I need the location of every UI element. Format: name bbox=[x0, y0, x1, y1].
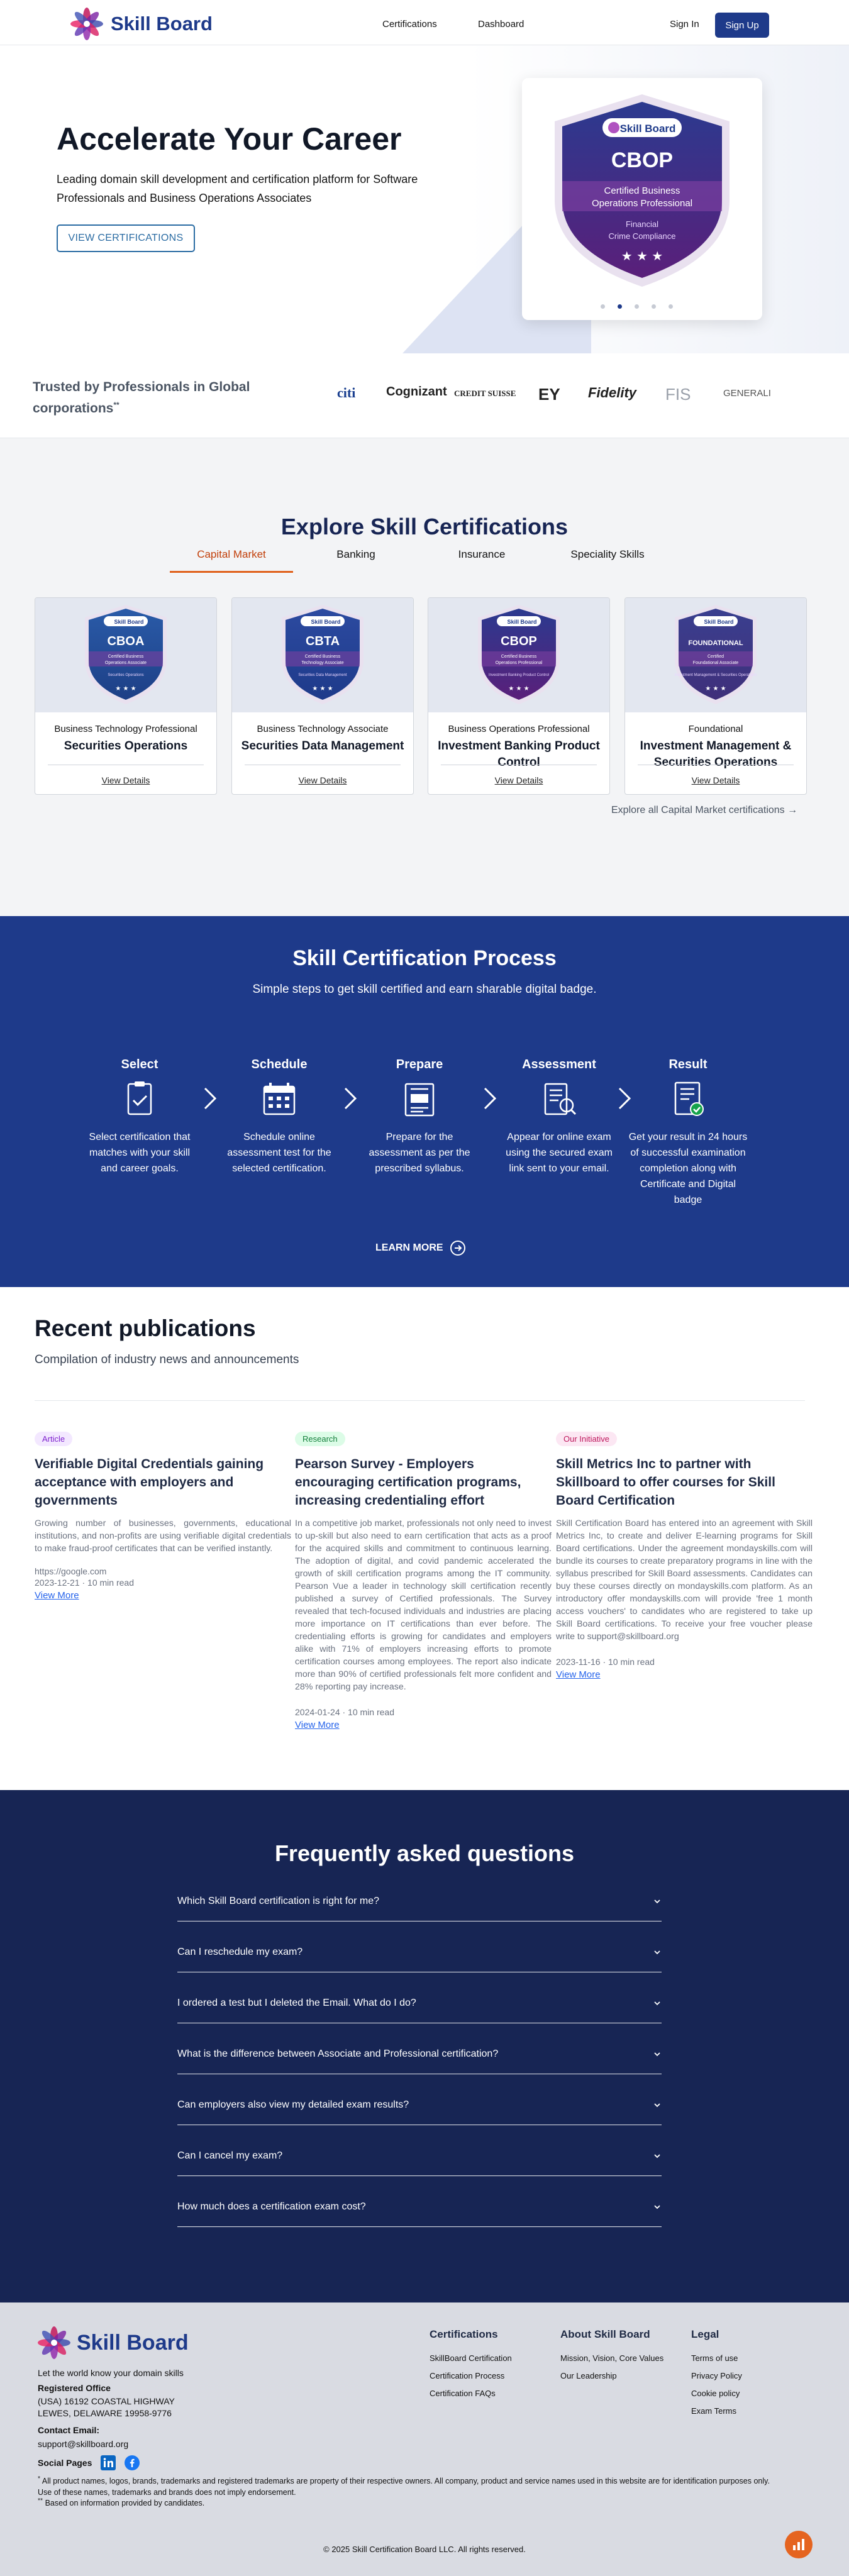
certification-card[interactable] bbox=[231, 597, 414, 795]
svg-text:★ ★ ★: ★ ★ ★ bbox=[508, 685, 530, 692]
cbop-badge-image bbox=[522, 87, 762, 294]
nav-certifications[interactable]: Certifications bbox=[382, 19, 437, 30]
view-details-link[interactable]: View Details bbox=[298, 775, 347, 785]
certification-name: Investment Banking Product Control bbox=[438, 739, 600, 769]
badge-name-1: Certified Business bbox=[604, 185, 680, 196]
svg-text:★ ★ ★: ★ ★ ★ bbox=[115, 685, 136, 692]
process-section bbox=[0, 916, 849, 1287]
process-step bbox=[360, 1058, 479, 1176]
footer-link[interactable]: Mission, Vision, Core Values bbox=[560, 2353, 664, 2363]
certification-badge-area bbox=[625, 598, 806, 712]
svg-text:Operations Professional: Operations Professional bbox=[495, 661, 543, 665]
faq-question: Can employers also view my detailed exam results? bbox=[177, 2099, 409, 2110]
chart-widget-button[interactable] bbox=[785, 2531, 813, 2558]
certification-card[interactable] bbox=[428, 597, 610, 795]
tab-capital-market[interactable]: Capital Market bbox=[170, 548, 293, 573]
footer-link[interactable]: Certification Process bbox=[430, 2371, 505, 2380]
bar-chart-icon bbox=[791, 2537, 806, 2552]
step-title: Result bbox=[669, 1058, 708, 1071]
step-title: Schedule bbox=[251, 1058, 308, 1071]
faq-title: Frequently asked questions bbox=[274, 1840, 575, 1866]
footer-link[interactable]: Cookie policy bbox=[691, 2389, 740, 2398]
social-row bbox=[38, 2455, 140, 2470]
publication-body: Growing number of businesses, governments, educational institutions, and non-profits are using verifiable digital credentials to make fraud-proof certificates that can be verified instantly. bbox=[35, 1518, 291, 1554]
publication-meta: 2023-11-16 · 10 min read bbox=[556, 1657, 655, 1667]
publication-tag: Article bbox=[35, 1432, 72, 1446]
publication-body: Skill Certification Board has entered into an agreement with Skill Metrics Inc, to create and deliver E-learning programs for Skill Board certifications. Under the agreement mondayskills.com will bundle its courses to create preparatory programs in line with the syllabus prescribed for Skill Board assessments. Candidates can buy these courses directly on mondayskills.com platform. As an introductory offer mondayskills.com will provide 'free 1 month access vouchers' to candidates who are registered to take up Skill Board certifications. To receive your free voucher please write to support@skillboard.org bbox=[556, 1518, 813, 1642]
footer-tagline: Let the world know your domain skills bbox=[38, 2368, 184, 2378]
svg-text:Securities Operations: Securities Operations bbox=[108, 673, 144, 677]
chevron-down-icon bbox=[653, 2152, 662, 2160]
search-document-icon bbox=[540, 1080, 578, 1119]
footer-link[interactable]: Exam Terms bbox=[691, 2406, 736, 2416]
badge-name-2: Operations Professional bbox=[591, 198, 693, 209]
footer-link[interactable]: Privacy Policy bbox=[691, 2371, 742, 2380]
process-step bbox=[219, 1058, 339, 1176]
social-label: Social Pages bbox=[38, 2458, 92, 2468]
chevron-down-icon bbox=[653, 1999, 662, 2008]
certification-name: Securities Operations bbox=[64, 739, 188, 753]
badge-code: CBOP bbox=[611, 148, 674, 172]
publication-title[interactable]: Skill Metrics Inc to partner with Skillboard to offer courses for Skill Board Certification bbox=[556, 1457, 775, 1508]
hero-section bbox=[0, 45, 849, 353]
publication-title[interactable]: Verifiable Digital Credentials gaining acceptance with employers and governments bbox=[35, 1457, 264, 1508]
carousel-dots[interactable] bbox=[601, 304, 673, 309]
publications-section bbox=[0, 1287, 849, 1790]
view-more-link[interactable]: View More bbox=[295, 1720, 340, 1730]
footer-link[interactable]: SkillBoard Certification bbox=[430, 2353, 512, 2363]
faq-question: Can I reschedule my exam? bbox=[177, 1946, 303, 1957]
nav-dashboard[interactable]: Dashboard bbox=[478, 19, 524, 30]
certification-name: Investment Management & Securities Operations bbox=[640, 739, 792, 769]
footer-logo[interactable] bbox=[36, 2325, 189, 2360]
publication-meta: 2023-12-21 · 10 min read bbox=[35, 1578, 134, 1588]
footer-link[interactable]: Our Leadership bbox=[560, 2371, 617, 2380]
chevron-down-icon bbox=[653, 2203, 662, 2211]
faq-item[interactable] bbox=[177, 2034, 662, 2074]
badge-brand: Skill Board bbox=[619, 123, 676, 135]
svg-text:★ ★ ★: ★ ★ ★ bbox=[312, 685, 333, 692]
clipboard-check-icon bbox=[121, 1080, 158, 1119]
chevron-down-icon bbox=[653, 1897, 662, 1906]
svg-text:FOUNDATIONAL: FOUNDATIONAL bbox=[688, 639, 743, 647]
arrow-circle-icon bbox=[450, 1240, 466, 1256]
svg-text:Skill Board: Skill Board bbox=[114, 619, 144, 625]
svg-text:Securities Data Management: Securities Data Management bbox=[298, 673, 347, 677]
tab-insurance[interactable]: Insurance bbox=[458, 548, 506, 560]
svg-text:Operations Associate: Operations Associate bbox=[104, 661, 147, 665]
publication-card bbox=[295, 1432, 552, 1730]
certification-card[interactable] bbox=[624, 597, 807, 795]
faq-question: I ordered a test but I deleted the Email. What do I do? bbox=[177, 1997, 416, 2008]
certification-badge-area bbox=[35, 598, 216, 712]
faq-item[interactable] bbox=[177, 2187, 662, 2227]
svg-text:Foundational Associate: Foundational Associate bbox=[692, 661, 739, 665]
footer-logo-text: Skill Board bbox=[77, 2330, 189, 2355]
publication-title[interactable]: Pearson Survey - Employers encouraging certification programs, increasing credentialing effort bbox=[295, 1457, 521, 1508]
credit-suisse-logo: CREDIT SUISSE bbox=[454, 389, 516, 398]
sign-in-link[interactable]: Sign In bbox=[670, 19, 699, 30]
certification-level: Business Operations Professional bbox=[448, 724, 590, 734]
svg-text:CBOA: CBOA bbox=[107, 634, 145, 648]
learn-more-button[interactable] bbox=[375, 1240, 466, 1256]
step-title: Prepare bbox=[396, 1058, 443, 1071]
footer-note-2: ** Based on information provided by candidates. bbox=[38, 2497, 205, 2508]
citi-logo: citi bbox=[337, 385, 356, 401]
faq-item[interactable] bbox=[177, 2136, 662, 2176]
ey-logo: EY bbox=[538, 385, 560, 404]
fidelity-logo: Fidelity bbox=[588, 385, 637, 401]
svg-text:Certified Business: Certified Business bbox=[108, 655, 144, 659]
certification-level: Foundational bbox=[688, 724, 743, 734]
chevron-down-icon bbox=[653, 2050, 662, 2059]
certification-level: Business Technology Associate bbox=[257, 724, 389, 734]
document-icon bbox=[401, 1080, 438, 1119]
svg-text:Skill Board: Skill Board bbox=[311, 619, 341, 625]
publications-subtitle: Compilation of industry news and announcements bbox=[35, 1353, 299, 1366]
publication-body: In a competitive job market, professionals not only need to invest to up-skill but also need to earn certification that acts as a proof for the acquired skills and commitment to continuous learning. The adoption of digital, and covid pandemic accelerated the growth of skill certification programs among the IT community. Pearson Vue a leader in technology skill certification recently published a survey of Certified professionals. The Survey revealed that tech-focused individuals and industries are placing more importance on IT certifications than ever before. The credentialing efforts is growing for candidates and employers alike with 71% of employers increasing efforts to promote certification courses among employees. The report also indicate more than 90% of certified professionals felt more confident and 28% reporting pay increase. bbox=[295, 1518, 552, 1692]
footer-col-certifications: Certifications bbox=[430, 2328, 498, 2340]
process-subtitle: Simple steps to get skill certified and earn sharable digital badge. bbox=[252, 983, 597, 996]
tab-speciality-skills[interactable]: Speciality Skills bbox=[570, 548, 645, 560]
step-description: Prepare for the assessment as per the prescribed syllabus. bbox=[369, 1132, 470, 1174]
publication-meta: 2024-01-24 · 10 min read bbox=[295, 1707, 394, 1717]
view-certifications-button[interactable]: VIEW CERTIFICATIONS bbox=[57, 224, 195, 252]
publication-source: https://google.com bbox=[35, 1566, 107, 1576]
step-title: Assessment bbox=[522, 1058, 596, 1071]
view-details-link[interactable]: View Details bbox=[691, 775, 740, 785]
step-description: Appear for online exam using the secured exam link sent to your email. bbox=[506, 1132, 613, 1174]
chevron-right-icon bbox=[200, 1086, 219, 1111]
carousel-dot[interactable] bbox=[652, 304, 656, 309]
carousel-dot-active[interactable] bbox=[618, 304, 622, 309]
site-header bbox=[0, 0, 849, 45]
flower-logo-icon bbox=[69, 6, 104, 41]
svg-text:Skill Board: Skill Board bbox=[704, 619, 734, 625]
process-step bbox=[628, 1058, 748, 1208]
publications-title: Recent publications bbox=[35, 1315, 256, 1341]
faq-question: Which Skill Board certification is right for me? bbox=[177, 1895, 379, 1906]
hero-title: Accelerate Your Career bbox=[57, 121, 402, 157]
footer-link[interactable]: Certification FAQs bbox=[430, 2389, 496, 2398]
faq-section bbox=[0, 1790, 849, 2302]
site-footer bbox=[0, 2302, 849, 2576]
cognizant-logo: Cognizant bbox=[386, 385, 447, 399]
svg-text:Certified Business: Certified Business bbox=[501, 655, 537, 659]
process-title: Skill Certification Process bbox=[292, 946, 557, 970]
step-description: Schedule online assessment test for the selected certification. bbox=[227, 1132, 331, 1174]
contact-label: Contact Email: bbox=[38, 2425, 100, 2435]
publication-tag: Our Initiative bbox=[556, 1432, 617, 1446]
chevron-right-icon bbox=[340, 1086, 359, 1111]
logo-text: Skill Board bbox=[111, 13, 213, 35]
explore-all-link[interactable]: Explore all Capital Market certifications → bbox=[611, 805, 798, 815]
carousel-dot[interactable] bbox=[601, 304, 605, 309]
certification-level: Business Technology Professional bbox=[54, 724, 197, 734]
site-logo[interactable] bbox=[69, 6, 213, 41]
trusted-title: Trusted by Professionals in Global corporations** bbox=[33, 380, 250, 416]
footer-col-about: About Skill Board bbox=[560, 2328, 650, 2340]
footer-col-legal: Legal bbox=[691, 2328, 719, 2340]
view-more-link[interactable]: View More bbox=[35, 1590, 79, 1601]
linkedin-icon[interactable] bbox=[101, 2455, 116, 2470]
faq-question: What is the difference between Associate and Professional certification? bbox=[177, 2048, 499, 2059]
explore-title: Explore Skill Certifications bbox=[280, 514, 569, 539]
faq-item[interactable] bbox=[177, 2085, 662, 2125]
step-title: Select bbox=[121, 1058, 158, 1071]
faq-question: How much does a certification exam cost? bbox=[177, 2201, 366, 2212]
certification-badge-area bbox=[232, 598, 413, 712]
publication-card bbox=[35, 1432, 291, 1601]
view-more-link[interactable]: View More bbox=[556, 1669, 601, 1680]
step-description: Select certification that matches with your skill and career goals. bbox=[89, 1132, 191, 1174]
certification-badge-image bbox=[472, 602, 566, 708]
divider bbox=[35, 1400, 805, 1401]
certificate-icon bbox=[669, 1080, 707, 1119]
fis-logo: FIS bbox=[665, 385, 691, 404]
badge-area-2: Crime Compliance bbox=[608, 231, 676, 241]
chevron-down-icon bbox=[653, 2101, 662, 2109]
learn-more-label: LEARN MORE bbox=[375, 1242, 443, 1253]
sign-up-button[interactable]: Sign Up bbox=[715, 13, 769, 38]
certification-badge-image bbox=[275, 602, 370, 708]
explore-section bbox=[0, 438, 849, 916]
certification-badge-image bbox=[79, 602, 173, 708]
flower-logo-icon bbox=[36, 2325, 72, 2360]
contact-email[interactable]: support@skillboard.org bbox=[38, 2439, 129, 2449]
svg-text:Skill Board: Skill Board bbox=[507, 619, 537, 625]
chevron-right-icon bbox=[480, 1086, 499, 1111]
faq-question: Can I cancel my exam? bbox=[177, 2150, 283, 2161]
address-line-1: (USA) 16192 COASTAL HIGHWAY bbox=[38, 2396, 175, 2406]
svg-text:CBOP: CBOP bbox=[501, 634, 537, 648]
generali-logo: GENERALI bbox=[723, 388, 771, 399]
footer-note-1: * All product names, logos, brands, trademarks and registered trademarks are property of their respective owners. All company, product and service names used in this website are for identification purposes only. Use of these names, trademarks and brands does not imply endorsement. bbox=[38, 2475, 770, 2497]
carousel-dot[interactable] bbox=[669, 304, 673, 309]
faq-item[interactable] bbox=[177, 1932, 662, 1972]
facebook-icon[interactable] bbox=[125, 2455, 140, 2470]
svg-text:★ ★ ★: ★ ★ ★ bbox=[621, 248, 663, 263]
publication-tag: Research bbox=[295, 1432, 345, 1446]
svg-text:CBTA: CBTA bbox=[305, 634, 340, 648]
certification-badge-image bbox=[669, 602, 763, 708]
certification-card[interactable] bbox=[35, 597, 217, 795]
view-details-link[interactable]: View Details bbox=[101, 775, 150, 785]
faq-item[interactable] bbox=[177, 1983, 662, 2023]
process-step bbox=[80, 1058, 199, 1176]
trusted-section bbox=[0, 353, 849, 438]
badge-area-1: Financial bbox=[625, 219, 659, 229]
svg-text:Investment Banking Product Con: Investment Banking Product Control bbox=[488, 673, 550, 677]
certification-tabs bbox=[170, 548, 679, 573]
svg-text:Certified Business: Certified Business bbox=[304, 655, 341, 659]
svg-text:Investment Management & Securi: Investment Management & Securities Operations bbox=[674, 673, 757, 677]
copyright: © 2025 Skill Certification Board LLC. All rights reserved. bbox=[323, 2545, 526, 2554]
hero-badge-carousel[interactable] bbox=[522, 78, 762, 320]
calendar-icon bbox=[260, 1080, 298, 1119]
certification-name: Securities Data Management bbox=[241, 739, 404, 753]
chevron-down-icon bbox=[653, 1948, 662, 1957]
hero-subtitle: Leading domain skill development and certification platform for Software Professionals and Business Operations Associates bbox=[57, 173, 418, 204]
svg-text:Technology Associate: Technology Associate bbox=[301, 661, 344, 665]
address-line-2: LEWES, DELAWARE 19958-9776 bbox=[38, 2408, 172, 2418]
view-details-link[interactable]: View Details bbox=[494, 775, 543, 785]
svg-text:★ ★ ★: ★ ★ ★ bbox=[705, 685, 726, 692]
faq-item[interactable] bbox=[177, 1881, 662, 1921]
carousel-dot[interactable] bbox=[635, 304, 639, 309]
process-step bbox=[499, 1058, 619, 1176]
step-description: Get your result in 24 hours of successful examination completion along with Certificate and Digital badge bbox=[628, 1132, 748, 1205]
certification-badge-area bbox=[428, 598, 609, 712]
office-label: Registered Office bbox=[38, 2383, 111, 2393]
tab-banking[interactable]: Banking bbox=[336, 548, 375, 560]
svg-text:Certified: Certified bbox=[707, 655, 724, 659]
publication-card bbox=[556, 1432, 813, 1680]
footer-link[interactable]: Terms of use bbox=[691, 2353, 738, 2363]
